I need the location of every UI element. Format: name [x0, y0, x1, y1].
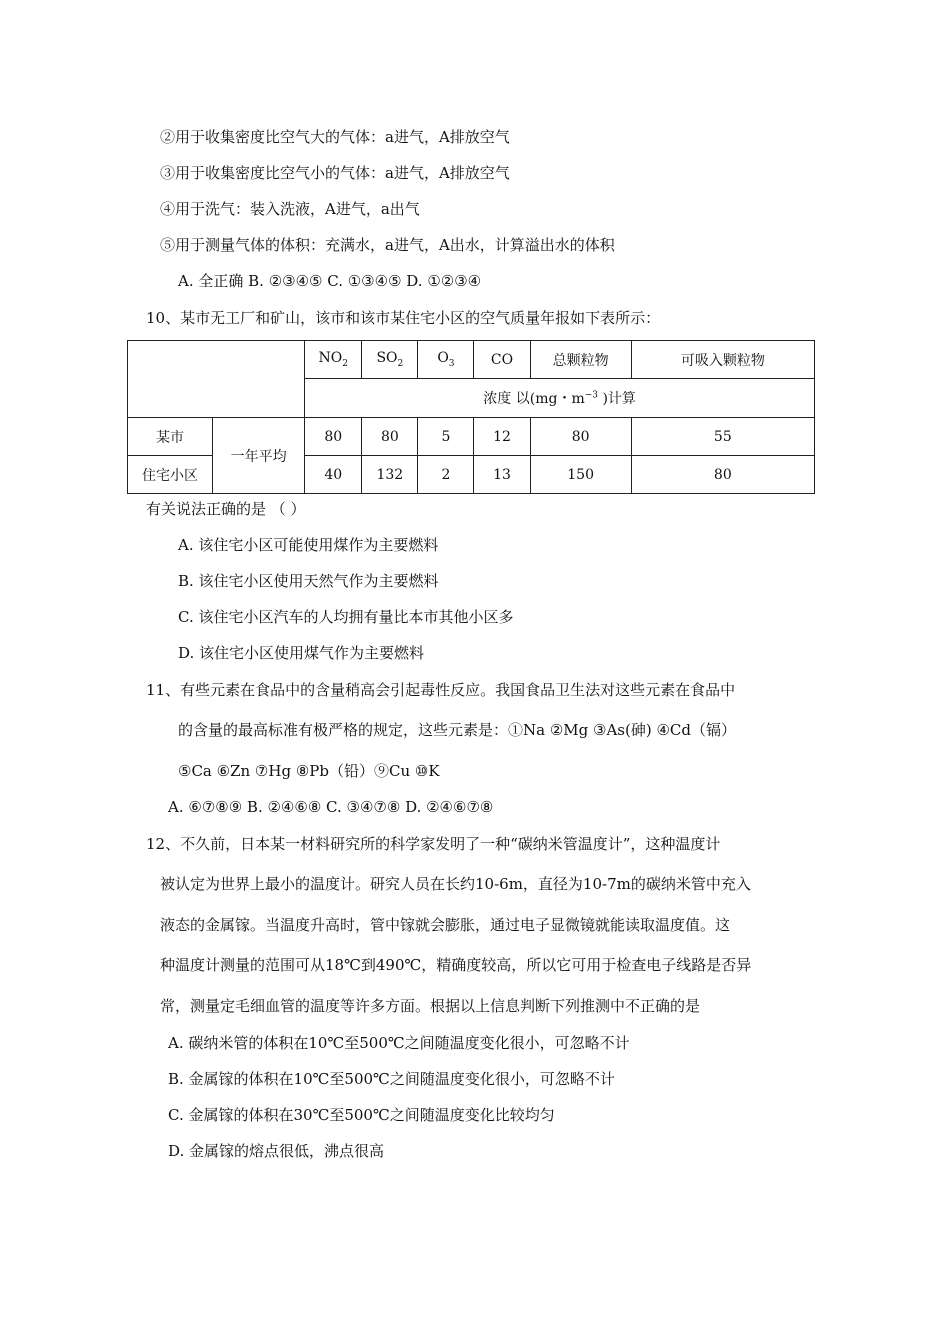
table-cell: 80 [631, 456, 814, 494]
header-inhalable-particles: 可吸入颗粒物 [631, 341, 814, 379]
q9-options: A. 全正确 B. ②③④⑤ C. ①③④⑤ D. ①②③④ [178, 272, 482, 290]
q11-line-1: 11、有些元素在食品中的含量稍高会引起毒性反应。我国食品卫生法对这些元素在食品中 [146, 681, 736, 699]
q12-line-2: 被认定为世界上最小的温度计。研究人员在长约10-6m，直径为10-7m的碳纳米管中充入 [160, 875, 751, 893]
q12-option-d: D. 金属镓的熔点很低，沸点很高 [168, 1142, 385, 1160]
q12-option-c: C. 金属镓的体积在30℃至500℃之间随温度变化比较均匀 [168, 1106, 555, 1124]
table-cell: 40 [305, 456, 362, 494]
row-label-city: 某市 [128, 418, 213, 456]
q9-item-5: ⑤用于测量气体的体积：充满水，a进气，A出水，计算溢出水的体积 [160, 236, 615, 254]
table-cell: 55 [631, 418, 814, 456]
header-o3: $O_3$ [418, 341, 474, 379]
q9-item-3: ③用于收集密度比空气小的气体：a进气，A排放空气 [160, 164, 510, 182]
table-cell: 80 [305, 418, 362, 456]
q12-line-1: 12、不久前，日本某一材料研究所的科学家发明了一种“碳纳米管温度计”，这种温度计 [146, 835, 721, 853]
q12-option-b: B. 金属镓的体积在10℃至500℃之间随温度变化很小，可忽略不计 [168, 1070, 615, 1088]
q12-line-5: 常，测量定毛细血管的温度等许多方面。根据以上信息判断下列推测中不正确的是 [160, 997, 701, 1015]
table-cell: 150 [530, 456, 631, 494]
q11-line-2: 的含量的最高标准有极严格的规定，这些元素是：①Na ②Mg ③As(砷) ④Cd（镉） [178, 721, 736, 739]
air-quality-table [127, 340, 815, 494]
header-no2: $NO_2$ [305, 341, 362, 379]
q10-question: 有关说法正确的是 （ ） [146, 500, 306, 518]
table-cell: 13 [474, 456, 530, 494]
q9-item-4: ④用于洗气：装入洗液，A进气，a出气 [160, 200, 420, 218]
table-cell: 80 [530, 418, 631, 456]
q12-option-a: A. 碳纳米管的体积在10℃至500℃之间随温度变化很小，可忽略不计 [168, 1034, 630, 1052]
table-cell: 80 [362, 418, 418, 456]
table-cell: 12 [474, 418, 530, 456]
q10-option-b: B. 该住宅小区使用天然气作为主要燃料 [178, 572, 439, 590]
unit-row: 浓度 以(mg・$m^{-3}$ )计算 [305, 379, 815, 418]
q11-options: A. ⑥⑦⑧⑨ B. ②④⑥⑧ C. ③④⑦⑧ D. ②④⑥⑦⑧ [168, 798, 494, 816]
table-cell: 5 [418, 418, 474, 456]
q10-option-c: C. 该住宅小区汽车的人均拥有量比本市其他小区多 [178, 608, 514, 626]
q12-line-4: 种温度计测量的范围可从18℃到490℃，精确度较高，所以它可用于检查电子线路是否异 [160, 956, 752, 974]
row-label-residential: 住宅小区 [128, 456, 213, 494]
table-cell: 132 [362, 456, 418, 494]
q12-line-3: 液态的金属镓。当温度升高时，管中镓就会膨胀，通过电子显微镜就能读取温度值。这 [160, 916, 731, 934]
q10-option-a: A. 该住宅小区可能使用煤作为主要燃料 [178, 536, 439, 554]
header-so2: $SO_2$ [362, 341, 418, 379]
header-total-particles: 总颗粒物 [530, 341, 631, 379]
q10-option-d: D. 该住宅小区使用煤气作为主要燃料 [178, 644, 425, 662]
q11-line-3: ⑤Ca ⑥Zn ⑦Hg ⑧Pb（铅）⑨Cu ⑩K [178, 762, 440, 780]
table-cell: 2 [418, 456, 474, 494]
table-corner-cell [128, 341, 305, 418]
period-label: 一年平均 [213, 418, 305, 494]
q9-item-2: ②用于收集密度比空气大的气体：a进气，A排放空气 [160, 128, 510, 146]
q10-stem: 10、某市无工厂和矿山，该市和该市某住宅小区的空气质量年报如下表所示： [146, 309, 661, 327]
header-co: CO [474, 341, 530, 379]
